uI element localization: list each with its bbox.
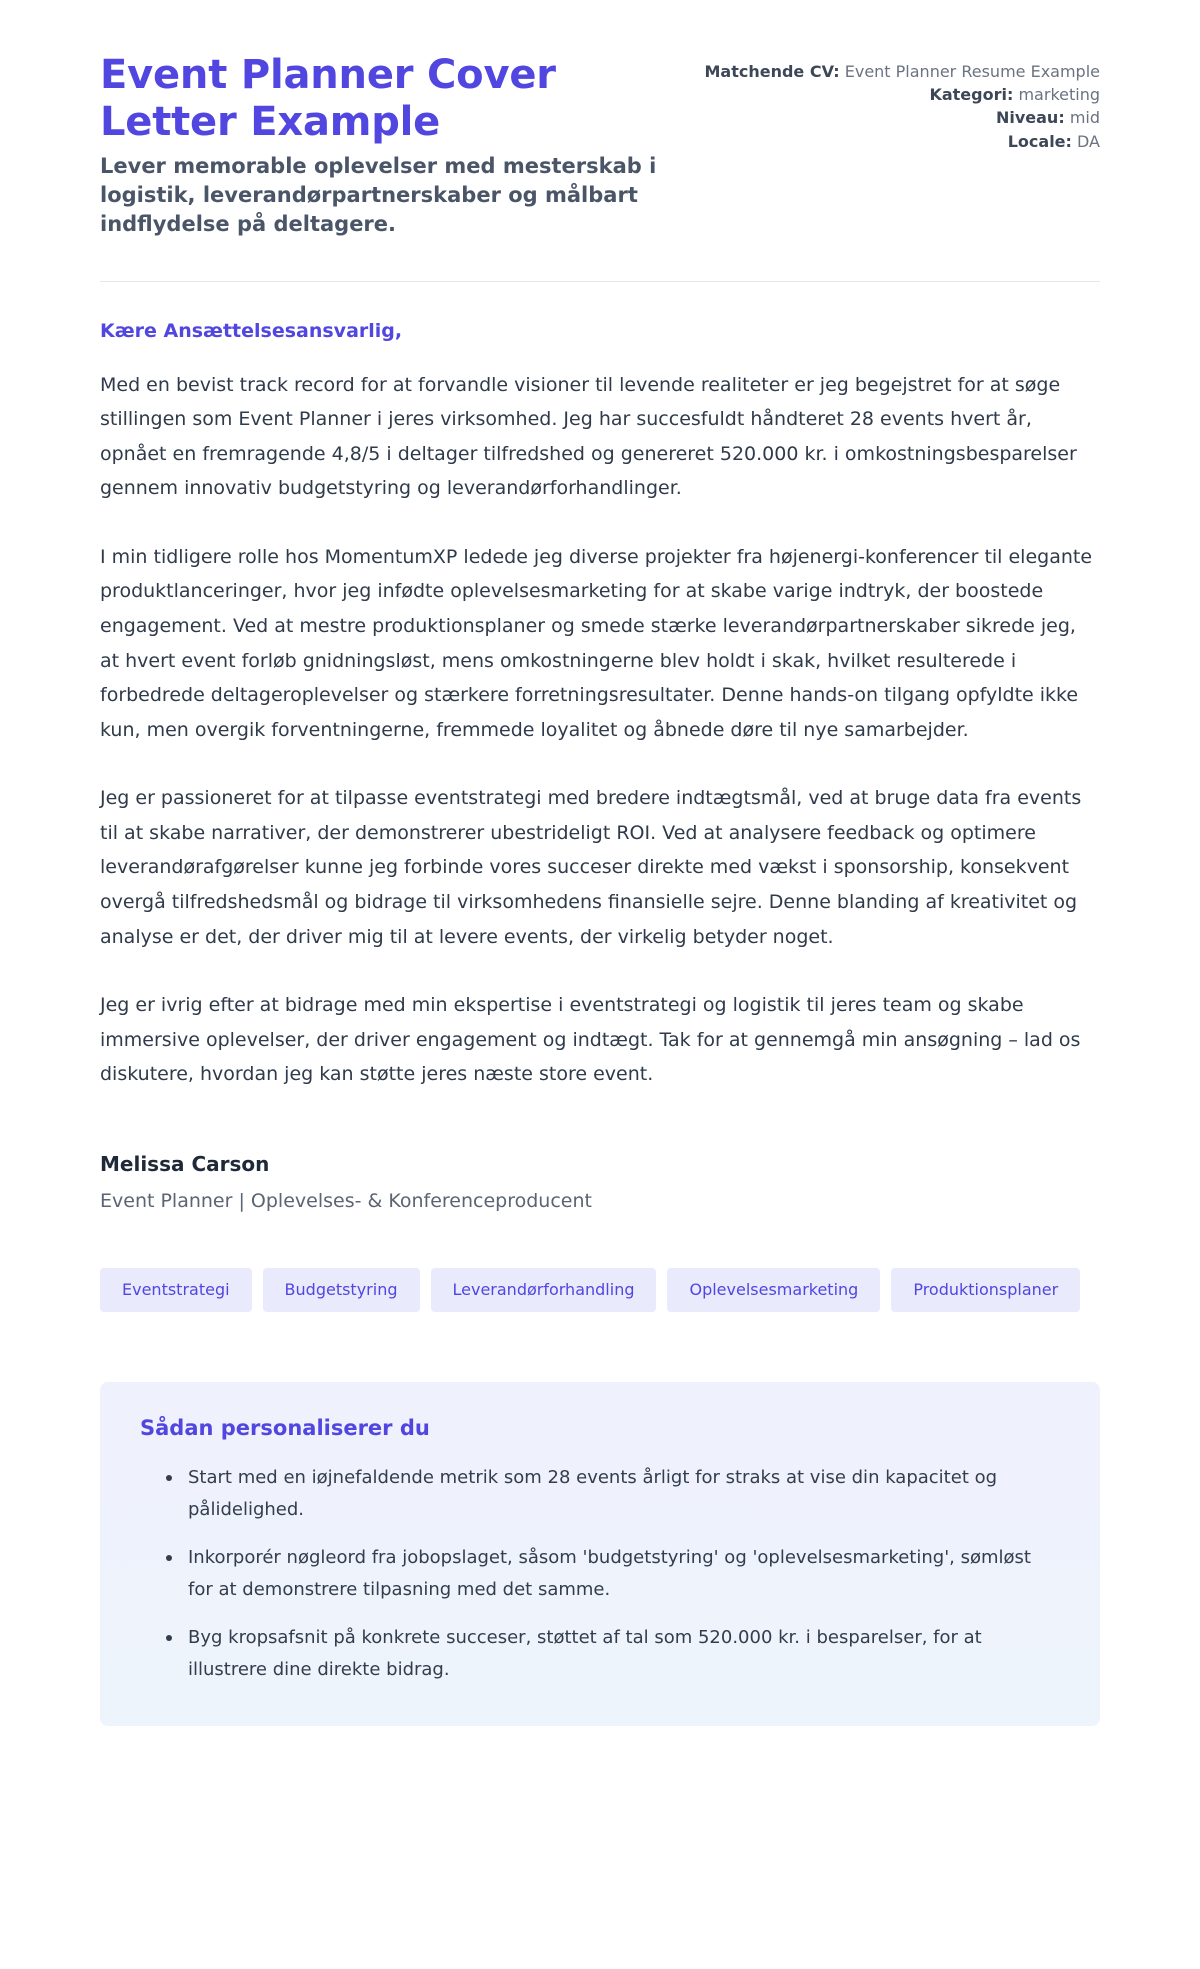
letter-paragraph-4: Jeg er ivrig efter at bidrage med min ekspertise i eventstrategi og logistik til jeres team og skabe immersive oplevelser, der driver engagement og indtægt. Tak for at gennemgå min ansøgning – lad os diskutere, hvordan jeg kan støtte jeres næste store event. — [100, 994, 1081, 1086]
signature-block — [100, 1152, 1100, 1212]
cover-letter-body — [100, 282, 1100, 1092]
meta-category — [704, 83, 1100, 106]
letter-paragraph-1: Med en bevist track record for at forvandle visioner til levende realiteter er jeg begejstret for at søge stillingen som Event Planner i jeres virksomhed. Jeg har succesfuldt håndteret 28 events hvert år, opnået en fremragende 4,8/5 i deltager tilfredshed og genereret 520.000 kr. i omkostningsbesparelser gennem innovativ budgetstyring og leverandørforhandlinger. — [100, 373, 1077, 500]
salutation: Kære Ansættelsesansvarlig, — [100, 319, 403, 342]
list-item: Inkorporér nøgleord fra jobopslaget, såsom 'budgetstyring' og 'oplevelsesmarketing', sømløst for at demonstrere tilpasning med det samme. — [166, 1542, 1060, 1606]
page-header — [100, 52, 1100, 239]
tips-title: Sådan personaliserer du — [140, 1415, 430, 1440]
meta-locale-value: DA — [1077, 131, 1100, 151]
meta-level — [704, 106, 1100, 129]
meta-level-value: mid — [1069, 108, 1100, 128]
list-item: Start med en iøjnefaldende metrik som 28 events årligt for straks at vise din kapacitet og pålidelighed. — [166, 1462, 1060, 1526]
meta-locale — [704, 130, 1100, 153]
header-title-block — [100, 52, 664, 239]
signature-name: Melissa Carson — [100, 1151, 270, 1176]
list-item: Byg kropsafsnit på konkrete succeser, støttet af tal som 520.000 kr. i besparelser, for at illustrere dine direkte bidrag. — [166, 1622, 1060, 1686]
skill-tag[interactable]: Leverandørforhandling — [431, 1268, 657, 1312]
meta-category-value: marketing — [1018, 85, 1100, 105]
letter-paragraph-2: I min tidligere rolle hos MomentumXP ledede jeg diverse projekter fra højenergi-konferencer til elegante produktlanceringer, hvor jeg infødte oplevelsesmarketing for at skabe varige indtryk, der boostede engagement. Ved at mestre produktionsplaner og smede stærke leverandørpartnerskaber sikrede jeg, at hvert event forløb gnidningsløst, mens omkostningerne blev holdt i skak, hvilket resulterede i forbedrede deltageroplevelser og stærkere forretningsresultater. Denne hands-on tilgang opfyldte ikke kun, men overgik forventningerne, fremmede loyalitet og åbnede døre til nye samarbejder. — [100, 545, 1093, 741]
skill-tag[interactable]: Oplevelsesmarketing — [667, 1268, 880, 1312]
skill-tag[interactable]: Eventstrategi — [100, 1268, 252, 1312]
page-title: Event Planner Cover Letter Example — [100, 52, 556, 145]
signature-role: Event Planner | Oplevelses- & Konferenceproducent — [100, 1189, 592, 1212]
tips-list — [140, 1462, 1060, 1686]
page-subtitle: Lever memorable oplevelser med mesterskab i logistik, leverandørpartnerskaber og målbart indflydelse på deltagere. — [100, 153, 657, 236]
letter-paragraph-3: Jeg er passioneret for at tilpasse eventstrategi med bredere indtægtsmål, ved at bruge data fra events til at skabe narrativer, der demonstrerer ubestrideligt ROI. Ved at analysere feedback og optimere leverandørafgørelser kunne jeg forbinde vores succeser direkte med vækst i sponsorship, konsekvent overgå tilfredshedsmål og bidrage til virksomhedens finansielle sejre. Denne blanding af kreativitet og analyse er det, der driver mig til at levere events, der virkelig betyder noget. — [100, 787, 1082, 948]
meta-matching-cv — [704, 60, 1100, 83]
personalization-tips-panel — [100, 1382, 1100, 1726]
meta-locale-label: Locale: — [1007, 131, 1072, 151]
skill-tag[interactable]: Produktionsplaner — [891, 1268, 1080, 1312]
skill-tag[interactable]: Budgetstyring — [263, 1268, 420, 1312]
meta-category-label: Kategori: — [929, 85, 1014, 105]
skill-tag-list — [100, 1268, 1100, 1312]
meta-level-label: Niveau: — [995, 108, 1065, 128]
meta-matching-cv-label: Matchende CV: — [704, 62, 840, 81]
meta-matching-cv-value: Event Planner Resume Example — [844, 62, 1100, 81]
header-metadata — [704, 52, 1100, 153]
